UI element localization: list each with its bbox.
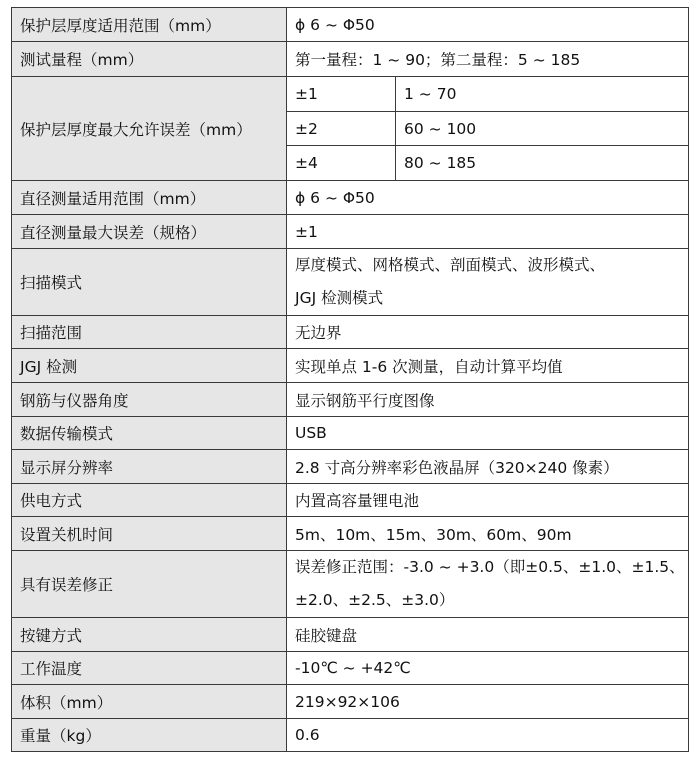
row-value: 219×92×106 <box>287 685 689 719</box>
table-row <box>12 42 689 77</box>
table-row <box>12 181 689 215</box>
table-row <box>12 719 689 752</box>
table-row <box>12 652 689 685</box>
value-line: 厚度模式、网格模式、剖面模式、波形模式、 <box>295 256 606 274</box>
table-row <box>12 8 689 42</box>
row-label: 直径测量最大误差（规格） <box>12 215 287 249</box>
row-value: ϕ 6 ~ Φ50 <box>287 8 689 42</box>
table-row <box>12 685 689 719</box>
value-line: ±2.0、±2.5、±3.0） <box>295 591 455 609</box>
row-label: 工作温度 <box>12 652 287 685</box>
row-value <box>287 551 689 618</box>
tolerance-value: ±4 <box>287 146 396 181</box>
table-row <box>12 215 689 249</box>
row-value: 内置高容量锂电池 <box>287 484 689 517</box>
row-value: ±1 <box>287 215 689 249</box>
row-value: 显示钢筋平行度图像 <box>287 383 689 417</box>
tolerance-value: ±1 <box>287 77 396 112</box>
value-line: 误差修正范围：-3.0 ~ +3.0（即±0.5、±1.0、±1.5、 <box>295 558 685 576</box>
row-label: 重量（kg） <box>12 719 287 752</box>
row-label: 扫描范围 <box>12 316 287 349</box>
table-row <box>12 417 689 450</box>
row-value: 5m、10m、15m、30m、60m、90m <box>287 517 689 551</box>
range-value: 60 ~ 100 <box>396 112 689 146</box>
range-value: 80 ~ 185 <box>396 146 689 181</box>
row-value: 实现单点 1-6 次测量，自动计算平均值 <box>287 349 689 383</box>
table-row <box>12 349 689 383</box>
row-label: 供电方式 <box>12 484 287 517</box>
row-label: 直径测量适用范围（mm） <box>12 181 287 215</box>
row-label: 设置关机时间 <box>12 517 287 551</box>
row-label: 扫描模式 <box>12 249 287 316</box>
row-label: 保护层厚度适用范围（mm） <box>12 8 287 42</box>
spec-table <box>11 7 689 752</box>
row-value: ϕ 6 ~ Φ50 <box>287 181 689 215</box>
row-value: 无边界 <box>287 316 689 349</box>
row-label: 按键方式 <box>12 618 287 652</box>
row-value: 硅胶键盘 <box>287 618 689 652</box>
table-row <box>12 450 689 484</box>
row-value: 第一量程：1 ~ 90；第二量程：5 ~ 185 <box>287 42 689 77</box>
row-value: 0.6 <box>287 719 689 752</box>
row-label: 测试量程（mm） <box>12 42 287 77</box>
value-line: JGJ 检测模式 <box>295 289 384 307</box>
row-value: -10℃ ~ +42℃ <box>287 652 689 685</box>
table-row <box>12 249 689 316</box>
range-value: 1 ~ 70 <box>396 77 689 112</box>
row-label: JGJ 检测 <box>12 349 287 383</box>
row-label: 数据传输模式 <box>12 417 287 450</box>
row-label: 显示屏分辨率 <box>12 450 287 484</box>
table-row <box>12 77 689 112</box>
table-row <box>12 618 689 652</box>
row-value <box>287 249 689 316</box>
row-label: 保护层厚度最大允许误差（mm） <box>12 77 287 181</box>
table-row <box>12 316 689 349</box>
row-label: 钢筋与仪器角度 <box>12 383 287 417</box>
table-row <box>12 517 689 551</box>
row-value: 2.8 寸高分辨率彩色液晶屏（320×240 像素） <box>287 450 689 484</box>
tolerance-value: ±2 <box>287 112 396 146</box>
table-row <box>12 551 689 618</box>
row-label: 具有误差修正 <box>12 551 287 618</box>
table-row <box>12 484 689 517</box>
row-value: USB <box>287 417 689 450</box>
row-label: 体积（mm） <box>12 685 287 719</box>
table-row <box>12 383 689 417</box>
